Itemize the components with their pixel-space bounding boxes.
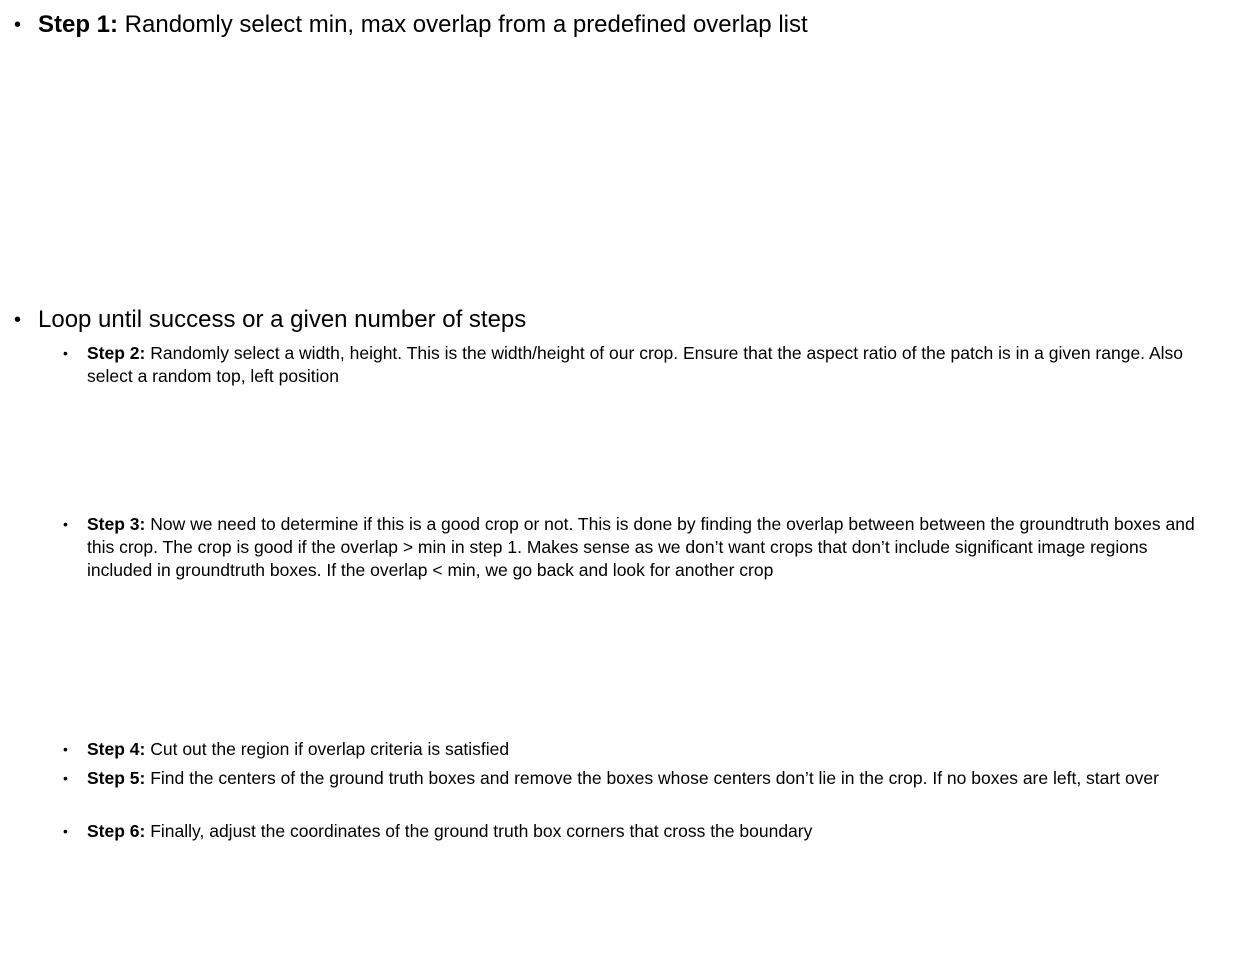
bullet-marker: • — [14, 14, 22, 36]
step-3-label: Step 3: — [87, 514, 146, 534]
step-3-text — [87, 513, 1212, 582]
step-1-bullet-item — [0, 11, 808, 39]
step-6-text — [87, 820, 1212, 843]
step-6-label: Step 6: — [87, 821, 146, 841]
step-6-description: Finally, adjust the coordinates of the ground truth box corners that cross the boundary — [145, 821, 813, 841]
bullet-marker: • — [63, 516, 68, 532]
loop-text: Loop until success or a given number of steps — [38, 306, 527, 333]
bullet-marker: • — [14, 309, 22, 331]
step-1-description: Randomly select min, max overlap from a predefined overlap list — [118, 11, 808, 38]
step-5-bullet-item — [0, 767, 1212, 790]
loop-bullet-item — [0, 306, 526, 334]
bullet-marker: • — [63, 741, 68, 757]
step-3-description: Now we need to determine if this is a good crop or not. This is done by finding the overlap between between the groundtruth boxes and this crop. The crop is good if the overlap > min in step 1. Makes sense as we don’t want crops that don’t include significant image regions included in groundtruth boxes. If the overlap < min, we go back and look for another crop — [87, 514, 1195, 580]
step-2-text — [87, 342, 1212, 388]
step-2-description: Randomly select a width, height. This is the width/height of our crop. Ensure that the aspect ratio of the patch is in a given range. Also select a random top, left position — [87, 343, 1183, 386]
step-6-bullet-item — [0, 820, 1212, 843]
bullet-marker: • — [63, 770, 68, 786]
step-1-text — [38, 11, 808, 39]
step-2-bullet-item — [0, 342, 1212, 388]
step-4-text — [87, 738, 1212, 761]
bullet-marker: • — [63, 345, 68, 361]
step-4-label: Step 4: — [87, 739, 146, 759]
bullet-marker: • — [63, 823, 68, 839]
step-4-bullet-item — [0, 738, 1212, 761]
step-5-description: Find the centers of the ground truth boxes and remove the boxes whose centers don’t lie in the crop. If no boxes are left, start over — [145, 768, 1159, 788]
step-2-label: Step 2: — [87, 343, 146, 363]
step-1-label: Step 1: — [38, 11, 119, 38]
step-5-label: Step 5: — [87, 768, 146, 788]
step-4-description: Cut out the region if overlap criteria is satisfied — [145, 739, 510, 759]
step-3-bullet-item — [0, 513, 1212, 582]
step-5-text — [87, 767, 1212, 790]
